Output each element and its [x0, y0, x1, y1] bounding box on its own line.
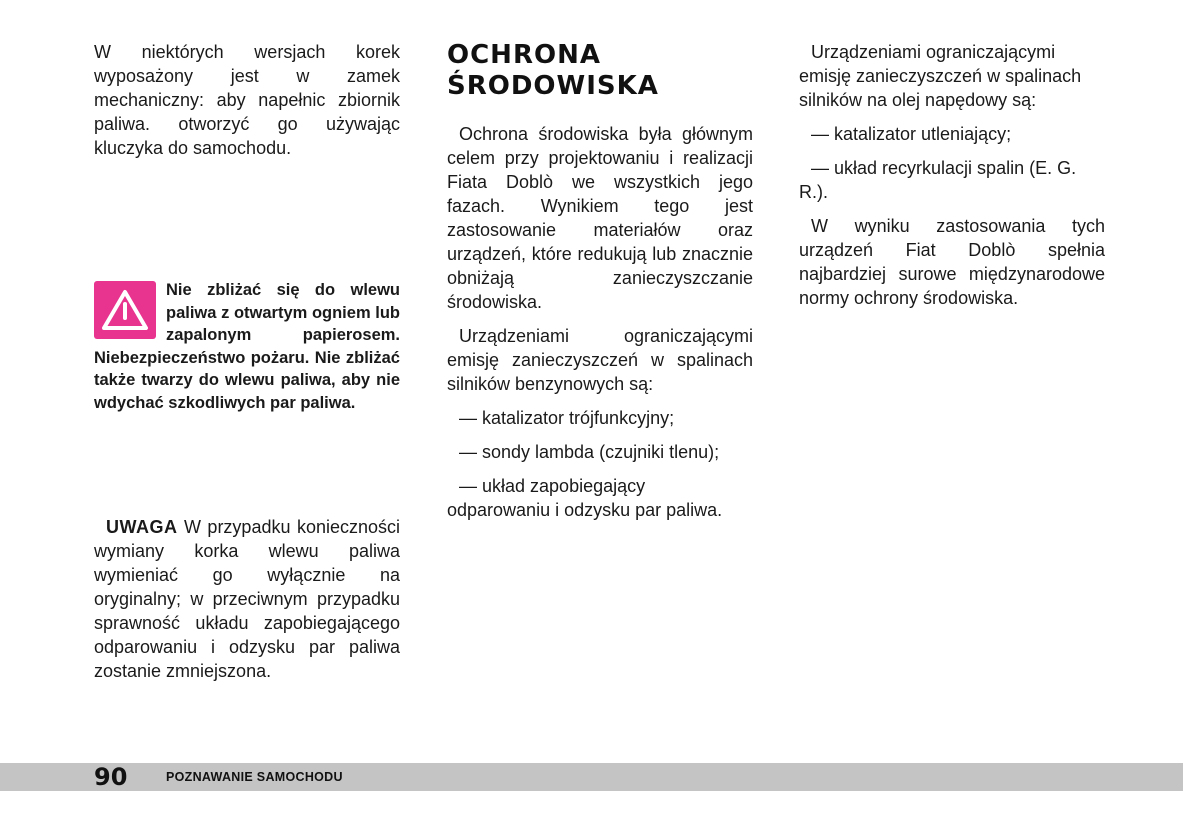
note-text: W przypadku konieczności wymiany korka wlewu paliwa wymieniać go wyłącznie na oryginalny; w przeciwnym przypadku sprawność układu zapobiegającego odparowaniu i odzysku par paliwa zostanie zmniejszona.	[94, 517, 400, 681]
heading-line-1: OCHRONA	[447, 40, 601, 70]
column-3	[799, 40, 1105, 320]
fuel-cap-intro: W niektórych wersjach korek wyposażony jest w zamek mechaniczny: aby napełnic zbiornik paliwa. otworzyć go używając kluczyka do samochodu.	[94, 42, 400, 158]
list-item: — sondy lambda (czujniki tlenu);	[459, 442, 720, 462]
section-title: POZNAWANIE SAMOCHODU	[166, 770, 343, 784]
page-number: 90	[94, 763, 128, 791]
list-item: — układ recyrkulacji spalin (E. G. R.).	[799, 158, 1077, 202]
list-item: — katalizator utleniający;	[811, 124, 1012, 144]
page-footer	[0, 763, 1183, 791]
list-item: — układ zapobiegający odparowaniu i odzysku par paliwa.	[447, 476, 723, 520]
note-block	[94, 515, 400, 683]
list-item: — katalizator trójfunkcyjny;	[459, 408, 675, 428]
note-label: UWAGA	[106, 517, 178, 537]
warning-triangle-icon	[94, 281, 156, 339]
environment-paragraph: Ochrona środowiska była głównym celem przy projektowaniu i realizacji Fiata Doblò we wszystkich jego fazach. Wynikiem tego jest zastosowanie materiałów oraz urządzeń, które redukują lub znacznie obniżają zanieczyszczanie środowiska.	[447, 124, 753, 312]
warning-text: Nie zbliżać się do wlewu paliwa z otwartym ogniem lub zapalonym papierosem. Niebezpieczeństwo pożaru. Nie zbliżać także twarzy do wlewu paliwa, aby nie wdychać szkodliwych par paliwa.	[94, 281, 400, 412]
norms-paragraph: W wyniku zastosowania tych urządzeń Fiat Doblò spełnia najbardziej surowe międzynarodowe normy ochrony środowiska.	[799, 216, 1105, 308]
petrol-devices-paragraph: Urządzeniami ograniczającymi emisję zanieczyszczeń w spalinach silników benzynowych są:	[447, 326, 753, 394]
column-1	[94, 40, 400, 170]
column-2	[447, 122, 753, 532]
section-heading	[447, 40, 757, 102]
heading-line-2: ŚRODOWISKA	[447, 71, 659, 101]
warning-box	[94, 279, 400, 414]
diesel-devices-paragraph: Urządzeniami ograniczającymi emisję zanieczyszczeń w spalinach silników na olej napędowy są:	[799, 42, 1082, 110]
